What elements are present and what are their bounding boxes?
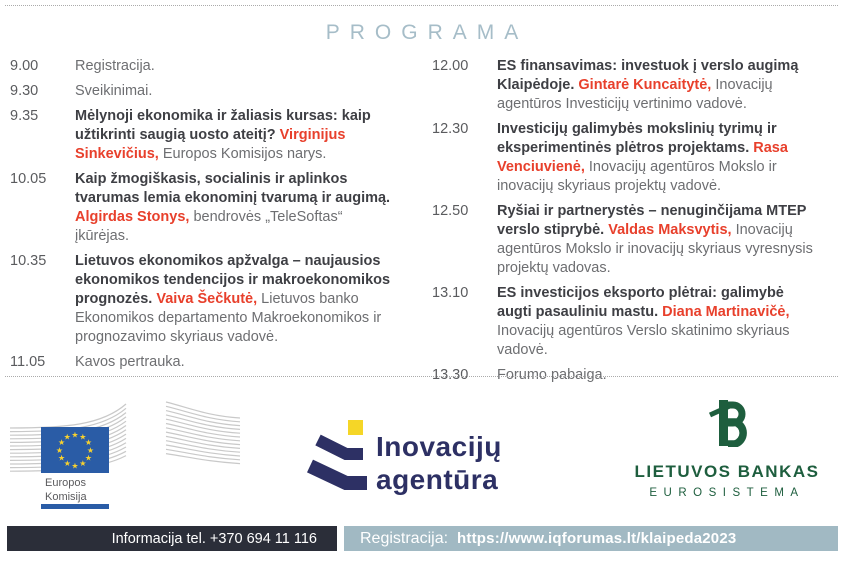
schedule-item — [10, 170, 424, 246]
session-description — [75, 107, 397, 164]
text-segment: bendrovės „TeleSoftas“ įkūrėjas. — [75, 209, 343, 244]
session-description — [75, 82, 397, 101]
text-segment: Ryšiai ir partnerystės – nenuginčijama MTEP verslo stiprybė. — [497, 203, 807, 238]
ia-logo-mark-icon — [300, 402, 370, 497]
svg-text:★: ★ — [63, 459, 71, 469]
text-segment: Vaiva Šečkutė, — [156, 291, 262, 307]
ec-label-line1: Europos — [45, 477, 86, 489]
top-divider — [5, 5, 838, 6]
svg-text:★: ★ — [71, 461, 79, 471]
time-label: 9.35 — [10, 108, 39, 124]
schedule-item — [432, 284, 838, 360]
text-segment: Inovacijų agentūros Verslo skatinimo skyriaus vadovė. — [497, 323, 790, 358]
session-description — [497, 202, 819, 278]
registration-url-link[interactable]: https://www.iqforumas.lt/klaipeda2023 — [457, 530, 737, 547]
text-segment: Registracija. — [75, 58, 155, 74]
text-segment: Inovacijų agentūros Mokslo ir inovacijų skyriaus vyresnysis projektų vadovas. — [497, 222, 813, 276]
session-description — [75, 57, 397, 76]
svg-text:★: ★ — [84, 438, 92, 447]
time-label: 12.30 — [432, 121, 469, 137]
ia-chevron-bottom — [310, 466, 367, 483]
text-segment: Algirdas Stonys, — [75, 209, 194, 225]
inovaciju-agentura-logo — [300, 402, 502, 497]
svg-text:★: ★ — [55, 445, 64, 455]
lb-eurosystem-label: EUROSISTEMA — [649, 487, 805, 499]
schedule-item — [432, 120, 838, 196]
schedule-item — [10, 57, 424, 76]
time-label: 10.05 — [10, 171, 47, 187]
text-segment: Sveikinimai. — [75, 83, 153, 99]
session-description — [75, 252, 397, 347]
text-segment: ES investicijos eksporto plėtrai: galimybė augti pasauliniu mastu. — [497, 285, 784, 320]
time-label: 13.30 — [432, 367, 469, 383]
svg-text:★: ★ — [58, 453, 66, 463]
schedule-item — [10, 353, 424, 372]
schedule-item — [432, 202, 838, 278]
middle-divider — [5, 376, 838, 377]
session-description — [75, 170, 397, 246]
registration-bar[interactable] — [344, 526, 838, 551]
text-segment: Rasa Venciuvienė, — [497, 140, 788, 175]
schedule-column-left — [10, 57, 424, 378]
schedule-item — [432, 57, 838, 114]
text-segment: Valdas Maksvytis, — [608, 222, 736, 238]
registration-label: Registracija: — [360, 529, 449, 547]
text-segment: Forumo pabaiga. — [497, 367, 607, 383]
ia-yellow-square — [348, 420, 363, 435]
text-segment: Lietuvos banko Ekonomikos departamento Makroekonomikos ir prognozavimo skyriaus vadovė. — [75, 291, 382, 345]
ec-logo-graphic — [8, 392, 243, 514]
text-segment: Inovacijų agentūros Investicijų vertinimo vadovė. — [497, 77, 773, 112]
text-segment: Inovacijų agentūros Mokslo ir inovacijų skyriaus projektų vadovė. — [497, 159, 777, 194]
ia-logo-text — [376, 430, 502, 497]
session-description — [497, 57, 819, 114]
time-label: 12.50 — [432, 203, 469, 219]
svg-text:★: ★ — [63, 432, 71, 442]
text-segment: Kaip žmogiškasis, socialinis ir aplinkos tvarumas lemia ekonominį tvarumą ir augimą. — [75, 171, 391, 206]
session-description — [497, 120, 819, 196]
ia-label-line2: agentūra — [376, 464, 499, 495]
schedule-item — [10, 252, 424, 347]
svg-text:★: ★ — [79, 459, 87, 469]
schedule-column-right — [432, 57, 838, 391]
info-phone-text: Informacija tel. +370 694 11 116 — [111, 530, 317, 547]
ec-blue-bar — [41, 504, 109, 509]
svg-text:★: ★ — [58, 438, 66, 447]
text-segment: Virginijus Sinkevičius, — [75, 127, 346, 162]
svg-text:★: ★ — [86, 445, 95, 455]
session-description — [75, 353, 397, 372]
page-title: PROGRAMA — [325, 21, 529, 44]
info-phone-bar — [7, 526, 337, 551]
ia-label-line1: Inovacijų — [376, 431, 502, 462]
european-commission-logo — [8, 392, 243, 519]
time-label: 11.05 — [10, 354, 46, 370]
text-segment: Kavos pertrauka. — [75, 354, 185, 370]
time-label: 10.35 — [10, 253, 47, 269]
svg-text:★: ★ — [79, 432, 87, 442]
text-segment: ES finansavimas: investuok į verslo augimą Klaipėdoje. — [497, 58, 799, 93]
text-segment: Diana Martinavičė, — [662, 304, 790, 320]
text-segment: Gintarė Kuncaitytė, — [578, 77, 716, 93]
time-label: 13.10 — [432, 285, 469, 301]
lb-monogram-icon — [704, 399, 750, 447]
schedule-item — [10, 82, 424, 101]
time-label: 12.00 — [432, 58, 469, 74]
lietuvos-bankas-logo — [612, 399, 842, 499]
text-segment: Lietuvos ekonomikos apžvalga – naujausios ekonomikos tendencijos ir makroekonomikos prognozės. — [75, 253, 391, 307]
svg-text:★: ★ — [71, 430, 79, 440]
schedule-item — [10, 107, 424, 164]
text-segment: Mėlynoji ekonomika ir žaliasis kursas: kaip užtikrinti saugią uosto ateitį? — [75, 108, 371, 143]
svg-text:★: ★ — [84, 453, 92, 463]
text-segment: Investicijų galimybės mokslinių tyrimų ir eksperimentinės plėtros projektams. — [497, 121, 777, 156]
ia-chevron-top — [318, 440, 363, 454]
ec-label-line2: Komisija — [45, 491, 87, 503]
text-segment: Europos Komisijos narys. — [162, 146, 327, 162]
time-label: 9.00 — [10, 58, 39, 74]
time-label: 9.30 — [10, 83, 39, 99]
session-description — [497, 284, 819, 360]
ec-building-lines-right — [166, 402, 240, 464]
lb-bank-name: LIETUVOS BANKAS — [634, 462, 820, 481]
